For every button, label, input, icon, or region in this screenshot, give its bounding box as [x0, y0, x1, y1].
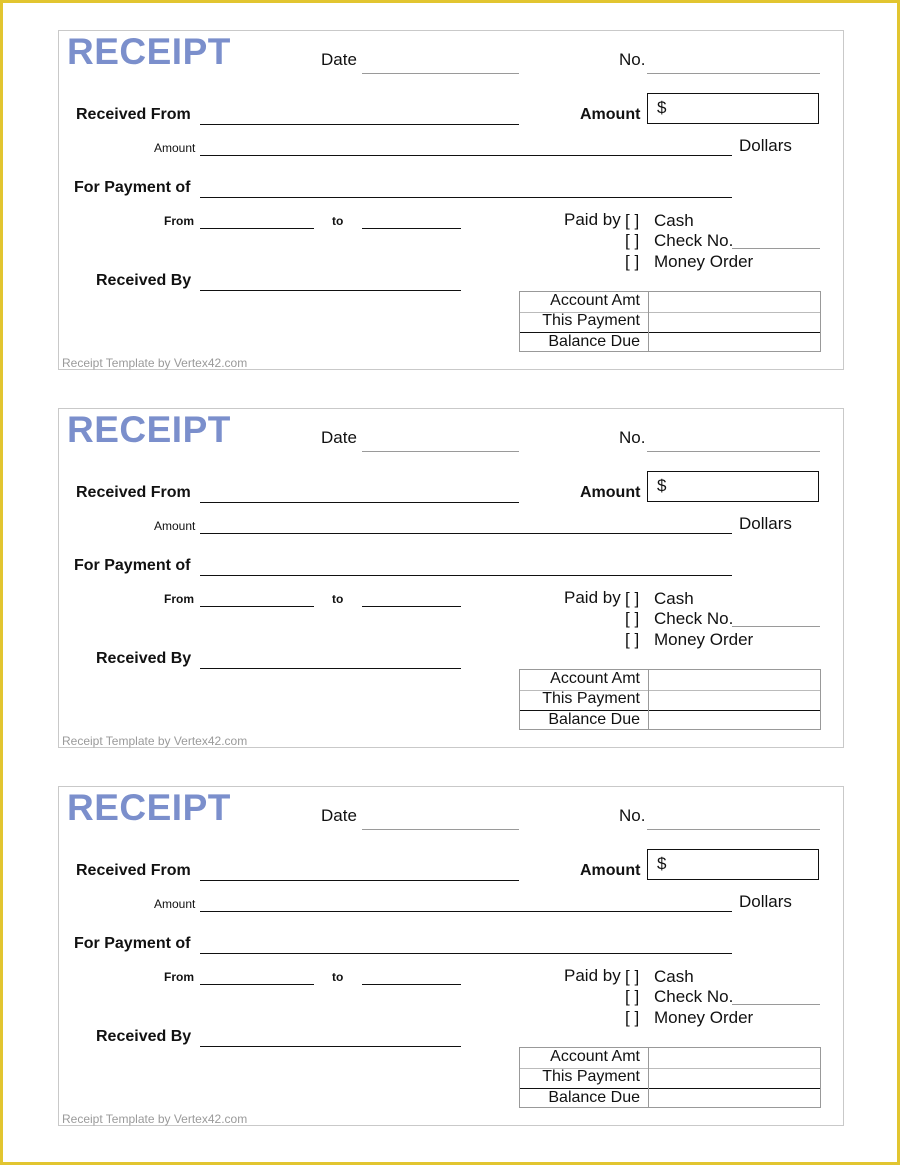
for-payment-label: For Payment of — [74, 179, 191, 196]
to-date-field[interactable] — [362, 606, 461, 607]
for-payment-field[interactable] — [200, 953, 732, 954]
paid-by-label: Paid by — [564, 210, 621, 229]
received-from-field[interactable] — [200, 880, 519, 881]
balance-due-label: Balance Due — [548, 1089, 640, 1106]
received-by-field[interactable] — [200, 1046, 461, 1047]
receipt-title: RECEIPT — [67, 409, 231, 450]
date-field[interactable] — [362, 73, 519, 74]
account-amt-row — [520, 1048, 820, 1069]
date-field[interactable] — [362, 829, 519, 830]
amount-field[interactable] — [647, 849, 819, 880]
receipt-3 — [58, 786, 844, 1126]
this-payment-label: This Payment — [542, 312, 640, 329]
amount-field[interactable] — [647, 93, 819, 124]
amount-words-field[interactable] — [200, 533, 732, 534]
paid-by-label: Paid by — [564, 966, 621, 985]
for-payment-label: For Payment of — [74, 935, 191, 952]
number-field[interactable] — [647, 829, 820, 830]
date-label: Date — [321, 50, 357, 69]
money-order-checkbox[interactable]: [ ] — [625, 630, 640, 649]
amount-label: Amount — [580, 106, 641, 123]
number-label: No. — [619, 428, 646, 447]
from-date-field[interactable] — [200, 228, 314, 229]
date-label: Date — [321, 428, 357, 447]
cash-checkbox[interactable]: [ ] — [625, 967, 640, 986]
received-by-label: Received By — [96, 272, 192, 289]
account-amt-label: Account Amt — [550, 670, 640, 687]
payment-summary-table — [519, 669, 821, 730]
for-payment-field[interactable] — [200, 197, 732, 198]
account-amt-row — [520, 292, 820, 313]
received-from-label: Received From — [76, 862, 191, 879]
check-label: Check No. — [654, 609, 734, 628]
from-label: From — [164, 592, 194, 606]
balance-due-label: Balance Due — [548, 711, 640, 728]
dollars-label: Dollars — [739, 136, 792, 155]
check-number-field[interactable] — [732, 248, 820, 249]
receipt-title: RECEIPT — [67, 31, 231, 72]
dollars-label: Dollars — [739, 514, 792, 533]
received-by-field[interactable] — [200, 668, 461, 669]
cash-label: Cash — [654, 211, 694, 230]
cash-checkbox[interactable]: [ ] — [625, 589, 640, 608]
money-order-label: Money Order — [654, 252, 754, 271]
receipt-1 — [58, 30, 844, 370]
cash-checkbox[interactable]: [ ] — [625, 211, 640, 230]
account-amt-row — [520, 670, 820, 691]
amount-words-field[interactable] — [200, 911, 732, 912]
receipt-title: RECEIPT — [67, 787, 231, 828]
template-credit: Receipt Template by Vertex42.com — [62, 734, 248, 748]
payment-summary-table — [519, 1047, 821, 1108]
received-from-label: Received From — [76, 484, 191, 501]
received-by-field[interactable] — [200, 290, 461, 291]
this-payment-label: This Payment — [542, 690, 640, 707]
received-from-field[interactable] — [200, 502, 519, 503]
amount-label: Amount — [580, 484, 641, 501]
balance-due-row — [520, 1089, 820, 1109]
this-payment-label: This Payment — [542, 1068, 640, 1085]
template-credit: Receipt Template by Vertex42.com — [62, 356, 248, 370]
table-divider — [648, 1048, 649, 1107]
table-divider — [648, 670, 649, 729]
amount-words-label: Amount — [154, 519, 196, 533]
this-payment-row — [520, 1068, 820, 1089]
this-payment-row — [520, 690, 820, 711]
dollar-sign: $ — [657, 98, 667, 117]
receipt-2 — [58, 408, 844, 748]
number-label: No. — [619, 50, 646, 69]
money-order-label: Money Order — [654, 1008, 754, 1027]
from-date-field[interactable] — [200, 606, 314, 607]
money-order-label: Money Order — [654, 630, 754, 649]
number-field[interactable] — [647, 73, 820, 74]
received-by-label: Received By — [96, 650, 192, 667]
to-label: to — [332, 970, 344, 984]
to-date-field[interactable] — [362, 984, 461, 985]
template-credit: Receipt Template by Vertex42.com — [62, 1112, 248, 1126]
check-checkbox[interactable]: [ ] — [625, 609, 640, 628]
check-number-field[interactable] — [732, 1004, 820, 1005]
balance-due-row — [520, 711, 820, 731]
to-label: to — [332, 214, 344, 228]
amount-words-field[interactable] — [200, 155, 732, 156]
account-amt-label: Account Amt — [550, 292, 640, 309]
account-amt-label: Account Amt — [550, 1048, 640, 1065]
received-from-label: Received From — [76, 106, 191, 123]
from-label: From — [164, 970, 194, 984]
check-checkbox[interactable]: [ ] — [625, 231, 640, 250]
from-label: From — [164, 214, 194, 228]
check-number-field[interactable] — [732, 626, 820, 627]
amount-label: Amount — [580, 862, 641, 879]
date-label: Date — [321, 806, 357, 825]
to-label: to — [332, 592, 344, 606]
balance-due-label: Balance Due — [548, 333, 640, 350]
for-payment-label: For Payment of — [74, 557, 191, 574]
paid-by-label: Paid by — [564, 588, 621, 607]
check-label: Check No. — [654, 231, 734, 250]
check-checkbox[interactable]: [ ] — [625, 987, 640, 1006]
number-field[interactable] — [647, 451, 820, 452]
balance-due-row — [520, 333, 820, 353]
money-order-checkbox[interactable]: [ ] — [625, 252, 640, 271]
from-date-field[interactable] — [200, 984, 314, 985]
amount-field[interactable] — [647, 471, 819, 502]
received-from-field[interactable] — [200, 124, 519, 125]
amount-words-label: Amount — [154, 141, 196, 155]
this-payment-row — [520, 312, 820, 333]
cash-label: Cash — [654, 967, 694, 986]
for-payment-field[interactable] — [200, 575, 732, 576]
date-field[interactable] — [362, 451, 519, 452]
dollar-sign: $ — [657, 476, 667, 495]
check-label: Check No. — [654, 987, 734, 1006]
amount-words-label: Amount — [154, 897, 196, 911]
dollars-label: Dollars — [739, 892, 792, 911]
money-order-checkbox[interactable]: [ ] — [625, 1008, 640, 1027]
number-label: No. — [619, 806, 646, 825]
table-divider — [648, 292, 649, 351]
cash-label: Cash — [654, 589, 694, 608]
dollar-sign: $ — [657, 854, 667, 873]
received-by-label: Received By — [96, 1028, 192, 1045]
to-date-field[interactable] — [362, 228, 461, 229]
payment-summary-table — [519, 291, 821, 352]
